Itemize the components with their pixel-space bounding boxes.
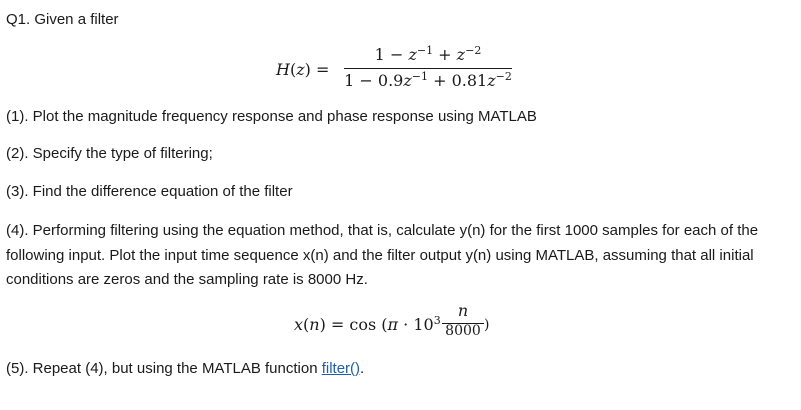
item-5 <box>6 357 364 381</box>
item-1: (1). Plot the magnitude frequency response and phase response using MATLAB <box>6 108 537 125</box>
item-4: (4). Performing filtering using the equation method, that is, calculate y(n) for the first 1000 samples for each of the following input. Plot the input time sequence x(n) and the filter output y(n) using MATLAB, assuming that all initial conditions are zeros and the sampling rate is 8000 Hz. <box>6 222 759 288</box>
item-5-suffix: . <box>360 360 365 377</box>
input-signal-numerator: n <box>457 301 469 320</box>
transfer-function-numerator: $1 - z^{-1} + z^{-2}$ <box>374 44 482 64</box>
item-3: (3). Find the difference equation of the filter <box>6 183 293 200</box>
closing-parenthesis: ) <box>484 317 490 333</box>
input-signal-denominator: 8000 <box>445 323 481 339</box>
filter-function-link[interactable]: filter() <box>321 360 361 377</box>
transfer-function-denominator: $1 - 0.9z^{-1} + 0.81z^{-2}$ <box>344 70 512 90</box>
transfer-function-lhs: H(z) = <box>276 60 330 79</box>
item-5-text: (5). Repeat (4), but using the MATLAB function <box>6 360 322 377</box>
input-signal-lhs: $x(n) = \cos (\pi \cdot 10^3$ <box>294 314 441 334</box>
fraction-bar <box>344 68 512 69</box>
item-2: (2). Specify the type of filtering; <box>6 145 213 162</box>
question-title: Q1. Given a filter <box>6 11 119 28</box>
